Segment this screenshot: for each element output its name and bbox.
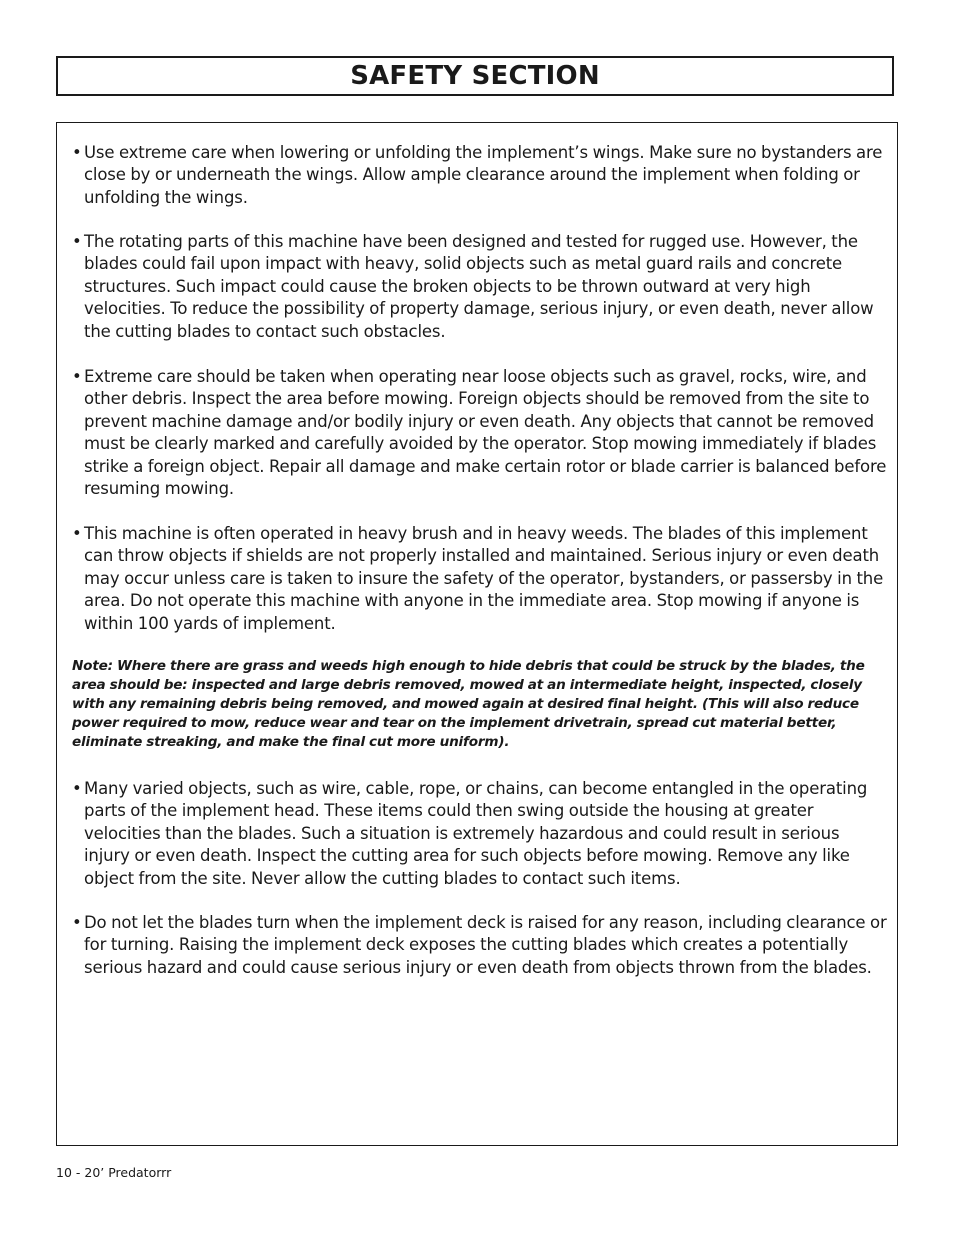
bullet-text: Do not let the blades turn when the implement deck is raised for any reason, including clearance or for turning. Raising the implement deck exposes the cutting blades which creates a potentially serious hazard and could cause serious injury or even death from objects thrown from the blades. [84,913,887,977]
safety-bullet-rotating-parts [72,231,887,343]
safety-bullet-loose-objects [72,366,887,500]
bullet-text: Use extreme care when lowering or unfolding the implement’s wings. Make sure no bystanders are close by or underneath the wings. Allow ample clearance around the implement when folding or unfolding the wings. [84,143,883,207]
bullet-marker: • [72,367,82,386]
bullet-marker: • [72,913,82,932]
bullet-marker: • [72,232,82,251]
safety-bullet-raised-deck [72,912,887,979]
page-title: SAFETY SECTION [350,61,600,91]
section-title-box [56,56,894,96]
safety-bullet-wings [72,142,887,209]
bullet-marker: • [72,143,82,162]
bullet-marker: • [72,524,82,543]
bullet-text: Many varied objects, such as wire, cable, rope, or chains, can become entangled in the operating parts of the implement head. These items could then swing outside the housing at greater velocities than the blades. Such a situation is extremely hazardous and could result in serious injury or even death. Inspect the cutting area for such objects before mowing. Remove any like object from the site. Never allow the cutting blades to contact such items. [84,779,868,888]
safety-bullet-heavy-brush [72,523,887,635]
debris-note: Note: Where there are grass and weeds high enough to hide debris that could be struck by the blades, the area should be: inspected and large debris removed, mowed at an intermediate height, inspected, closely with any remaining debris being removed, and mowed again at desired final height. (This will also reduce power required to mow, reduce wear and tear on the implement drivetrain, spread cut material better, eliminate streaking, and make the final cut more uniform). [72,658,865,750]
bullet-marker: • [72,779,82,798]
safety-bullet-entangled-objects [72,778,887,890]
page-footer: 10 - 20’ Predatorrr [56,1165,172,1180]
bullet-text: The rotating parts of this machine have been designed and tested for rugged use. However, the blades could fail upon impact with heavy, solid objects such as metal guard rails and concrete structures. Such impact could cause the broken objects to be thrown outward at very high velocities. To reduce the possibility of property damage, serious injury, or even death, never allow the cutting blades to contact such obstacles. [84,232,874,341]
bullet-text: This machine is often operated in heavy brush and in heavy weeds. The blades of this implement can throw objects if shields are not properly installed and maintained. Serious injury or even death may occur unless care is taken to insure the safety of the operator, bystanders, or passersby in the area. Do not operate this machine with anyone in the immediate area. Stop mowing if anyone is within 100 yards of implement. [84,524,884,633]
safety-content-box [56,122,898,1146]
bullet-text: Extreme care should be taken when operating near loose objects such as gravel, rocks, wire, and other debris. Inspect the area before mowing. Foreign objects should be removed from the site to prevent machine damage and/or bodily injury or even death. Any objects that cannot be removed must be clearly marked and carefully avoided by the operator. Stop mowing immediately if blades strike a foreign object. Repair all damage and make certain rotor or blade carrier is balanced before resuming mowing. [84,367,887,499]
